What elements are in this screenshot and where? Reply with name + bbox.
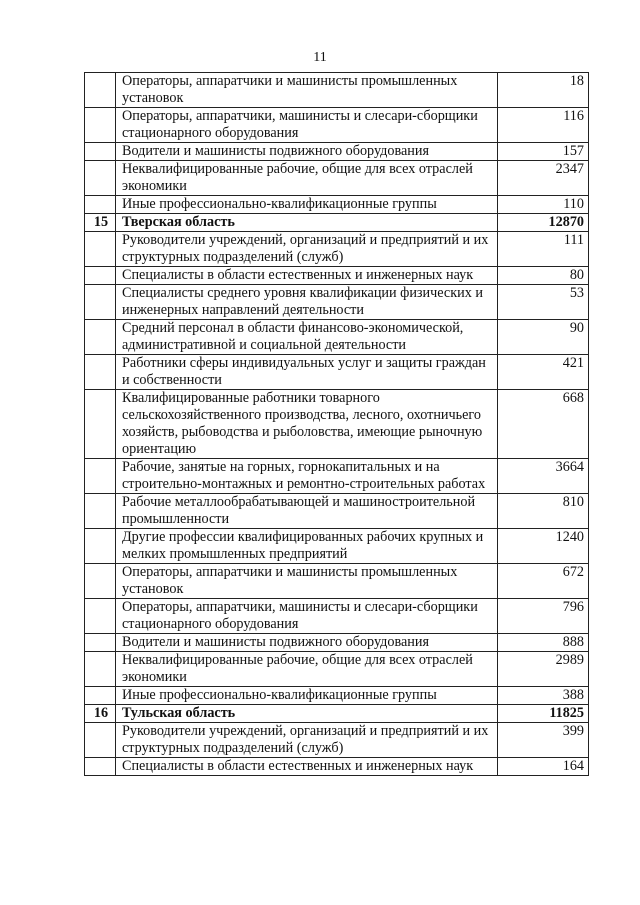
occupation-name-cell: Специалисты среднего уровня квалификации физических и инженерных направлений деятельности bbox=[116, 285, 498, 320]
occupation-name-cell: Операторы, аппаратчики, машинисты и слесари-сборщики стационарного оборудования bbox=[116, 599, 498, 634]
row-number-cell bbox=[85, 599, 116, 634]
value-cell: 11825 bbox=[498, 705, 589, 723]
table-row bbox=[85, 529, 589, 564]
value-cell: 796 bbox=[498, 599, 589, 634]
table-row bbox=[85, 564, 589, 599]
occupation-name-cell: Водители и машинисты подвижного оборудования bbox=[116, 143, 498, 161]
table-row bbox=[85, 758, 589, 776]
value-cell: 111 bbox=[498, 232, 589, 267]
occupation-name-cell: Руководители учреждений, организаций и предприятий и их структурных подразделений (служб) bbox=[116, 723, 498, 758]
row-number-cell bbox=[85, 285, 116, 320]
table-row bbox=[85, 73, 589, 108]
value-cell: 90 bbox=[498, 320, 589, 355]
occupation-name-cell: Операторы, аппаратчики и машинисты промышленных установок bbox=[116, 73, 498, 108]
occupation-name-cell: Специалисты в области естественных и инженерных наук bbox=[116, 267, 498, 285]
occupation-name-cell: Операторы, аппаратчики, машинисты и слесари-сборщики стационарного оборудования bbox=[116, 108, 498, 143]
occupation-name-cell: Руководители учреждений, организаций и предприятий и их структурных подразделений (служб) bbox=[116, 232, 498, 267]
value-cell: 2989 bbox=[498, 652, 589, 687]
table-row bbox=[85, 143, 589, 161]
table-row bbox=[85, 459, 589, 494]
row-number-cell bbox=[85, 267, 116, 285]
region-row bbox=[85, 705, 589, 723]
value-cell: 53 bbox=[498, 285, 589, 320]
row-number-cell bbox=[85, 161, 116, 196]
value-cell: 116 bbox=[498, 108, 589, 143]
occupation-name-cell: Иные профессионально-квалификационные группы bbox=[116, 196, 498, 214]
value-cell: 388 bbox=[498, 687, 589, 705]
row-number-cell bbox=[85, 355, 116, 390]
table-row bbox=[85, 285, 589, 320]
occupations-table bbox=[84, 72, 589, 776]
value-cell: 18 bbox=[498, 73, 589, 108]
value-cell: 80 bbox=[498, 267, 589, 285]
row-number-cell bbox=[85, 232, 116, 267]
row-number-cell bbox=[85, 758, 116, 776]
table-row bbox=[85, 687, 589, 705]
occupation-name-cell: Водители и машинисты подвижного оборудования bbox=[116, 634, 498, 652]
occupation-name-cell: Операторы, аппаратчики и машинисты промышленных установок bbox=[116, 564, 498, 599]
table-row bbox=[85, 634, 589, 652]
row-number-cell bbox=[85, 634, 116, 652]
table-row bbox=[85, 599, 589, 634]
region-name-cell: Тульская область bbox=[116, 705, 498, 723]
row-number-cell bbox=[85, 320, 116, 355]
table-row bbox=[85, 355, 589, 390]
row-number-cell bbox=[85, 196, 116, 214]
table-row bbox=[85, 108, 589, 143]
value-cell: 157 bbox=[498, 143, 589, 161]
table-row bbox=[85, 232, 589, 267]
row-number-cell bbox=[85, 390, 116, 459]
value-cell: 12870 bbox=[498, 214, 589, 232]
value-cell: 110 bbox=[498, 196, 589, 214]
value-cell: 421 bbox=[498, 355, 589, 390]
row-number-cell bbox=[85, 459, 116, 494]
occupation-name-cell: Рабочие, занятые на горных, горнокапитальных и на строительно-монтажных и ремонтно-строительных работах bbox=[116, 459, 498, 494]
row-number-cell bbox=[85, 108, 116, 143]
value-cell: 164 bbox=[498, 758, 589, 776]
value-cell: 810 bbox=[498, 494, 589, 529]
table-row bbox=[85, 161, 589, 196]
row-number-cell bbox=[85, 723, 116, 758]
row-number-cell bbox=[85, 687, 116, 705]
table-row bbox=[85, 652, 589, 687]
table-row bbox=[85, 390, 589, 459]
table-body bbox=[85, 73, 589, 776]
page-number: 11 bbox=[313, 50, 327, 65]
occupation-name-cell: Иные профессионально-квалификационные группы bbox=[116, 687, 498, 705]
occupation-name-cell: Средний персонал в области финансово-экономической, административной и социальной деятельности bbox=[116, 320, 498, 355]
table-row bbox=[85, 267, 589, 285]
value-cell: 668 bbox=[498, 390, 589, 459]
occupation-name-cell: Другие профессии квалифицированных рабочих крупных и мелких промышленных предприятий bbox=[116, 529, 498, 564]
occupation-name-cell: Работники сферы индивидуальных услуг и защиты граждан и собственности bbox=[116, 355, 498, 390]
row-number-cell bbox=[85, 143, 116, 161]
table-row bbox=[85, 494, 589, 529]
table-row bbox=[85, 723, 589, 758]
table-row bbox=[85, 320, 589, 355]
occupation-name-cell: Квалифицированные работники товарного сельскохозяйственного производства, лесного, охотничьего хозяйств, рыбоводства и рыболовства, имеющие рыночную ориентацию bbox=[116, 390, 498, 459]
value-cell: 1240 bbox=[498, 529, 589, 564]
row-number-cell: 15 bbox=[85, 214, 116, 232]
region-row bbox=[85, 214, 589, 232]
table-row bbox=[85, 196, 589, 214]
value-cell: 672 bbox=[498, 564, 589, 599]
occupation-name-cell: Неквалифицированные рабочие, общие для всех отраслей экономики bbox=[116, 652, 498, 687]
row-number-cell bbox=[85, 494, 116, 529]
value-cell: 3664 bbox=[498, 459, 589, 494]
row-number-cell bbox=[85, 529, 116, 564]
row-number-cell bbox=[85, 564, 116, 599]
row-number-cell: 16 bbox=[85, 705, 116, 723]
occupation-name-cell: Специалисты в области естественных и инженерных наук bbox=[116, 758, 498, 776]
region-name-cell: Тверская область bbox=[116, 214, 498, 232]
occupation-name-cell: Неквалифицированные рабочие, общие для всех отраслей экономики bbox=[116, 161, 498, 196]
row-number-cell bbox=[85, 652, 116, 687]
occupation-name-cell: Рабочие металлообрабатывающей и машиностроительной промышленности bbox=[116, 494, 498, 529]
value-cell: 399 bbox=[498, 723, 589, 758]
value-cell: 888 bbox=[498, 634, 589, 652]
value-cell: 2347 bbox=[498, 161, 589, 196]
row-number-cell bbox=[85, 73, 116, 108]
